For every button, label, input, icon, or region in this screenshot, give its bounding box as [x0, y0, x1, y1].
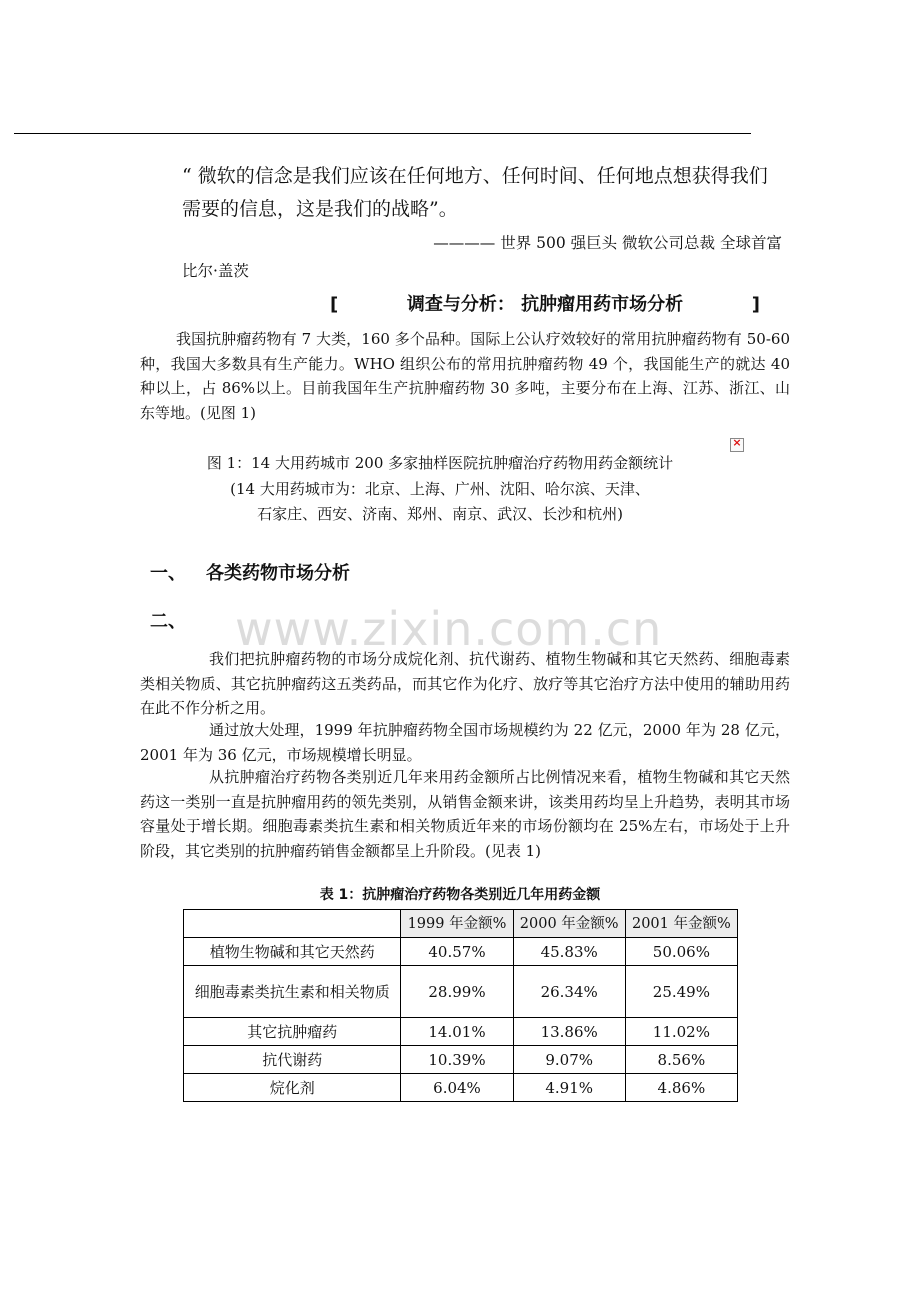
category-share-table [183, 909, 738, 1102]
quote-text: “ 微软的信念是我们应该在任何地方、任何时间、任何地点想获得我们需要的信息，这是我们的战略”。 [182, 165, 768, 220]
figure-caption: 图 1：14 大用药城市 200 多家抽样医院抗肿瘤治疗药物用药金额统计 [206, 454, 674, 472]
heading-title: 调查与分析： 抗肿瘤用药市场分析 [406, 294, 684, 315]
watermark: www.zixin.com.cn [235, 602, 663, 656]
table-cell-value: 8.56% [625, 1046, 737, 1074]
paragraph-market-segments: 我们把抗肿瘤药物的市场分成烷化剂、抗代谢药、植物生物碱和其它天然药、细胞毒素类相关物质、其它抗肿瘤药这五类药品，而其它作为化疗、放疗等其它治疗方法中使用的辅助用药在此不作分析之用。 [140, 650, 790, 717]
table-cell-value: 40.57% [401, 938, 513, 966]
attribution-line-1: ———— 世界 500 强巨头 微软公司总裁 全球首富 [433, 234, 782, 252]
table-cell-category: 其它抗肿瘤药 [184, 1018, 401, 1046]
heading-open-bracket: [ [330, 294, 339, 315]
table-cell-value: 6.04% [401, 1074, 513, 1102]
table-header-cell: 2000 年金额% [513, 910, 625, 938]
table-cell-value: 26.34% [513, 966, 625, 1018]
table-cell-value: 9.07% [513, 1046, 625, 1074]
table-cell-value: 10.39% [401, 1046, 513, 1074]
section-1-heading [150, 561, 350, 587]
table-header-cell: 2001 年金额% [625, 910, 737, 938]
section-1-number: 一、 [150, 563, 186, 584]
table-row [184, 938, 738, 966]
table-cell-value: 11.02% [625, 1018, 737, 1046]
table-cell-value: 13.86% [513, 1018, 625, 1046]
table-cell-value: 45.83% [513, 938, 625, 966]
report-heading [330, 292, 760, 318]
table-cell-category: 植物生物碱和其它天然药 [184, 938, 401, 966]
table-row [184, 1074, 738, 1102]
figure-note-line-2: 石家庄、西安、济南、郑州、南京、武汉、长沙和杭州) [257, 505, 623, 523]
table-row [184, 1046, 738, 1074]
table-row [184, 1018, 738, 1046]
table-cell-value: 28.99% [401, 966, 513, 1018]
paragraph-market-size: 通过放大处理，1999 年抗肿瘤药物全国市场规模约为 22 亿元，2000 年为 28 亿元，2001 年为 36 亿元，市场规模增长明显。 [140, 721, 790, 764]
figure-note-line-1: (14 大用药城市为：北京、上海、广州、沈阳、哈尔滨、天津、 [230, 480, 650, 498]
table-cell-value: 4.86% [625, 1074, 737, 1102]
broken-image-icon[interactable]: × [730, 438, 744, 452]
table-header-cell [184, 910, 401, 938]
quote-attribution [182, 229, 782, 285]
table-cell-value: 50.06% [625, 938, 737, 966]
section-1-title: 各类药物市场分析 [206, 563, 350, 584]
attribution-line-2: 比尔·盖茨 [182, 262, 249, 280]
table-row [184, 966, 738, 1018]
heading-close-bracket: ] [751, 294, 760, 315]
table-caption: 表 1：抗肿瘤治疗药物各类别近几年用药金额 [319, 887, 601, 903]
table-cell-category: 细胞毒素类抗生素和相关物质 [184, 966, 401, 1018]
table-cell-value: 25.49% [625, 966, 737, 1018]
table-cell-category: 抗代谢药 [184, 1046, 401, 1074]
table-cell-value: 4.91% [513, 1074, 625, 1102]
table-header-row [184, 910, 738, 938]
paragraph-category-share: 从抗肿瘤治疗药物各类别近几年来用药金额所占比例情况来看，植物生物碱和其它天然药这一类别一直是抗肿瘤用药的领先类别，从销售金额来讲，该类用药均呈上升趋势，表明其市场容量处于增长期。细胞毒素类抗生素和相关物质近年来的市场份额均在 25%左右，市场处于上升阶段，其它类别的抗肿瘤药销售金额都呈上升阶段。(见表 1) [140, 768, 790, 860]
table-cell-value: 14.01% [401, 1018, 513, 1046]
table-cell-category: 烷化剂 [184, 1074, 401, 1102]
top-rule [14, 133, 751, 134]
table-header-cell: 1999 年金额% [401, 910, 513, 938]
figure-caption-block [150, 449, 730, 527]
section-2-heading: 二、 [150, 611, 186, 632]
intro-paragraph: 我国抗肿瘤药物有 7 大类，160 多个品种。国际上公认疗效较好的常用抗肿瘤药物有 50-60 种，我国大多数具有生产能力。WHO 组织公布的常用抗肿瘤药物 49 个，我国能生产的就达 40 种以上，占 86%以上。目前我国年生产抗肿瘤药物 30 多吨，主要分布在上海、江苏、浙江、山东等地。(见图 1) [140, 330, 790, 422]
